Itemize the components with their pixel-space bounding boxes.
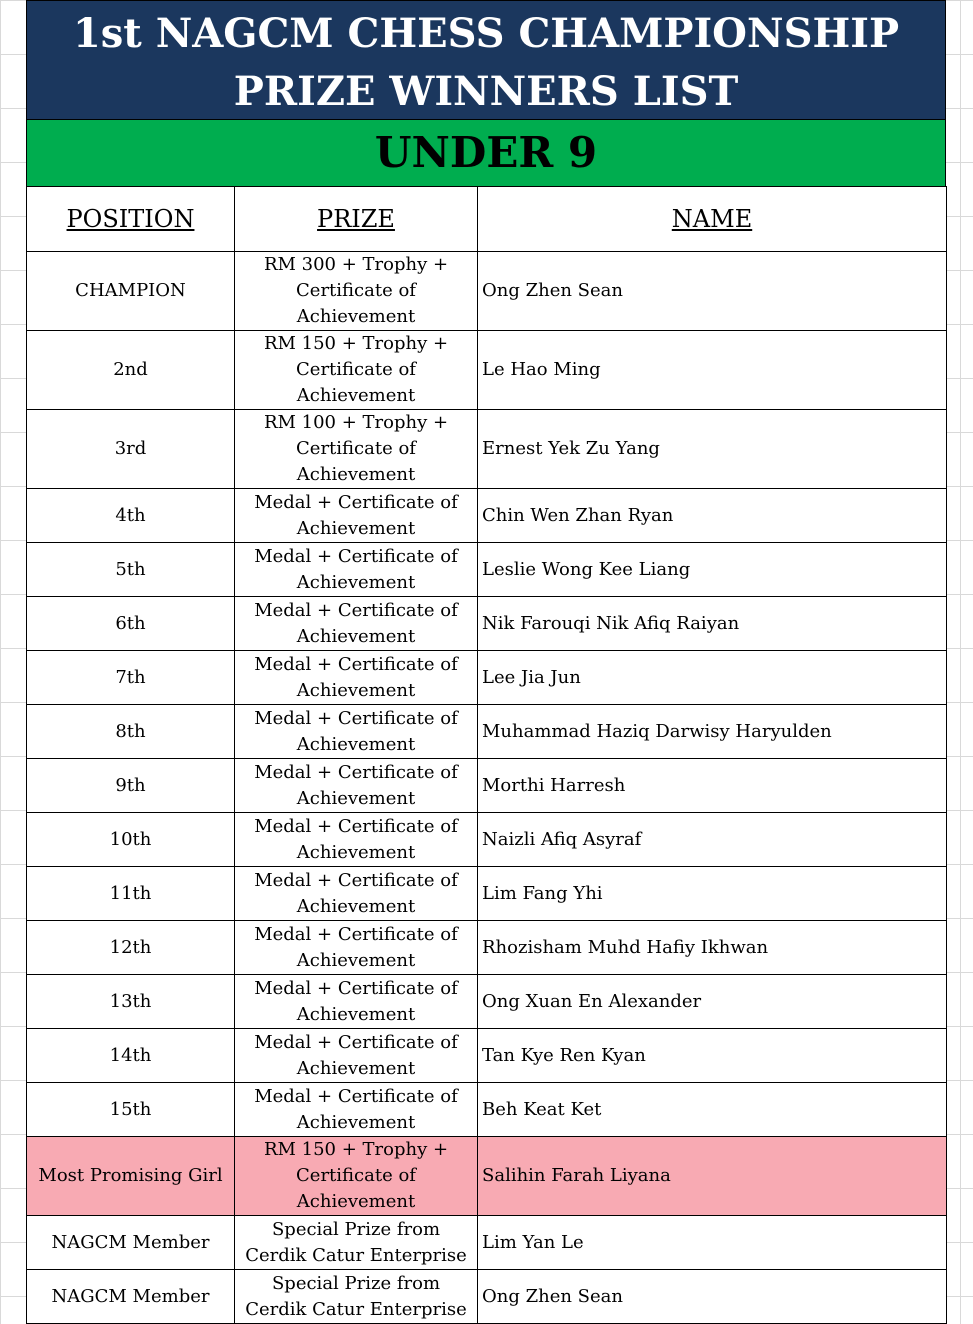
prize-line-2: Achievement (296, 949, 416, 971)
prize-cell (235, 1270, 478, 1324)
table-row (27, 975, 947, 1029)
prize-line-2: Certificate of Achievement (296, 1165, 416, 1212)
prize-line-2: Cerdik Catur Enterprise (245, 1298, 467, 1320)
table-row (27, 489, 947, 543)
prize-line-2: Achievement (296, 625, 416, 647)
name-cell: Ong Zhen Sean (478, 252, 947, 331)
prize-cell (235, 1216, 478, 1270)
prize-line-2: Achievement (296, 841, 416, 863)
prize-line-1: Special Prize from (271, 1272, 441, 1294)
table-row (27, 921, 947, 975)
position-cell: 14th (27, 1029, 235, 1083)
name-cell: Chin Wen Zhan Ryan (478, 489, 947, 543)
prize-line-1: Medal + Certificate of (254, 923, 458, 945)
prize-cell (235, 975, 478, 1029)
prize-line-1: Medal + Certificate of (254, 545, 458, 567)
name-cell: Muhammad Haziq Darwisy Haryulden (478, 705, 947, 759)
prize-line-1: RM 150 + Trophy + (263, 333, 449, 354)
name-cell: Lee Jia Jun (478, 651, 947, 705)
name-cell: Ernest Yek Zu Yang (478, 410, 947, 489)
prize-cell (235, 759, 478, 813)
prize-line-1: RM 100 + Trophy + (263, 412, 449, 433)
position-cell: 4th (27, 489, 235, 543)
prize-line-2: Cerdik Catur Enterprise (245, 1244, 467, 1266)
table-row (27, 252, 947, 331)
position-cell: 11th (27, 867, 235, 921)
column-header-prize: PRIZE (235, 187, 478, 252)
prize-list-sheet (26, 0, 946, 1324)
winners-table (26, 186, 947, 1324)
prize-cell (235, 651, 478, 705)
name-cell: Beh Keat Ket (478, 1083, 947, 1137)
table-row (27, 1083, 947, 1137)
name-cell: Tan Kye Ren Kyan (478, 1029, 947, 1083)
table-row (27, 705, 947, 759)
name-cell: Leslie Wong Kee Liang (478, 543, 947, 597)
position-cell: NAGCM Member (27, 1216, 235, 1270)
prize-cell (235, 1029, 478, 1083)
prize-cell (235, 597, 478, 651)
prize-line-2: Achievement (296, 517, 416, 539)
prize-cell (235, 331, 478, 410)
table-row (27, 759, 947, 813)
header-row (27, 187, 947, 252)
prize-line-1: Medal + Certificate of (254, 599, 458, 621)
name-cell: Salihin Farah Liyana (478, 1137, 947, 1216)
name-cell: Lim Yan Le (478, 1216, 947, 1270)
name-cell: Morthi Harresh (478, 759, 947, 813)
name-cell: Naizli Afiq Asyraf (478, 813, 947, 867)
table-row (27, 1029, 947, 1083)
prize-line-2: Achievement (296, 1057, 416, 1079)
position-cell: 10th (27, 813, 235, 867)
name-cell: Le Hao Ming (478, 331, 947, 410)
name-cell: Nik Farouqi Nik Afiq Raiyan (478, 597, 947, 651)
prize-line-1: Medal + Certificate of (254, 977, 458, 999)
position-cell: Most Promising Girl (27, 1137, 235, 1216)
prize-cell (235, 252, 478, 331)
prize-cell (235, 813, 478, 867)
page-title (26, 0, 946, 120)
table-row (27, 1137, 947, 1216)
prize-line-2: Achievement (296, 787, 416, 809)
prize-line-1: Medal + Certificate of (254, 761, 458, 783)
prize-line-1: RM 300 + Trophy + (263, 254, 449, 275)
name-cell: Rhozisham Muhd Hafiy Ikhwan (478, 921, 947, 975)
prize-cell (235, 489, 478, 543)
name-cell: Lim Fang Yhi (478, 867, 947, 921)
position-cell: 12th (27, 921, 235, 975)
column-header-position: POSITION (27, 187, 235, 252)
position-cell: 3rd (27, 410, 235, 489)
title-line-1: 1st NAGCM CHESS CHAMPIONSHIP (72, 10, 900, 57)
prize-line-2: Achievement (296, 679, 416, 701)
position-cell: 6th (27, 597, 235, 651)
prize-cell (235, 1137, 478, 1216)
prize-line-2: Certificate of Achievement (296, 359, 416, 406)
prize-line-1: Medal + Certificate of (254, 653, 458, 675)
table-row (27, 813, 947, 867)
prize-cell (235, 1083, 478, 1137)
prize-line-2: Achievement (296, 571, 416, 593)
table-row (27, 1216, 947, 1270)
name-cell: Ong Xuan En Alexander (478, 975, 947, 1029)
prize-cell (235, 543, 478, 597)
position-cell: CHAMPION (27, 252, 235, 331)
title-line-2: PRIZE WINNERS LIST (233, 68, 739, 115)
position-cell: NAGCM Member (27, 1270, 235, 1324)
prize-line-2: Certificate of Achievement (296, 438, 416, 485)
table-row (27, 331, 947, 410)
position-cell: 7th (27, 651, 235, 705)
column-header-name: NAME (478, 187, 947, 252)
prize-cell (235, 921, 478, 975)
prize-cell (235, 705, 478, 759)
prize-cell (235, 867, 478, 921)
prize-line-2: Achievement (296, 1111, 416, 1133)
table-row (27, 597, 947, 651)
position-cell: 15th (27, 1083, 235, 1137)
category-banner: UNDER 9 (26, 120, 946, 186)
table-row (27, 1270, 947, 1324)
position-cell: 9th (27, 759, 235, 813)
winners-rows (27, 252, 947, 1324)
prize-line-2: Achievement (296, 1003, 416, 1025)
table-row (27, 543, 947, 597)
name-cell: Ong Zhen Sean (478, 1270, 947, 1324)
prize-line-1: Medal + Certificate of (254, 1031, 458, 1053)
position-cell: 13th (27, 975, 235, 1029)
table-row (27, 410, 947, 489)
position-cell: 5th (27, 543, 235, 597)
prize-cell (235, 410, 478, 489)
prize-line-1: Medal + Certificate of (254, 1085, 458, 1107)
prize-line-1: Medal + Certificate of (254, 815, 458, 837)
prize-line-1: Medal + Certificate of (254, 707, 458, 729)
position-cell: 8th (27, 705, 235, 759)
table-row (27, 651, 947, 705)
prize-line-1: Medal + Certificate of (254, 491, 458, 513)
prize-line-1: Medal + Certificate of (254, 869, 458, 891)
prize-line-1: RM 150 + Trophy + (263, 1139, 449, 1160)
prize-line-2: Achievement (296, 733, 416, 755)
prize-line-2: Achievement (296, 895, 416, 917)
table-row (27, 867, 947, 921)
prize-line-2: Certificate of Achievement (296, 280, 416, 327)
position-cell: 2nd (27, 331, 235, 410)
prize-line-1: Special Prize from (271, 1218, 441, 1240)
